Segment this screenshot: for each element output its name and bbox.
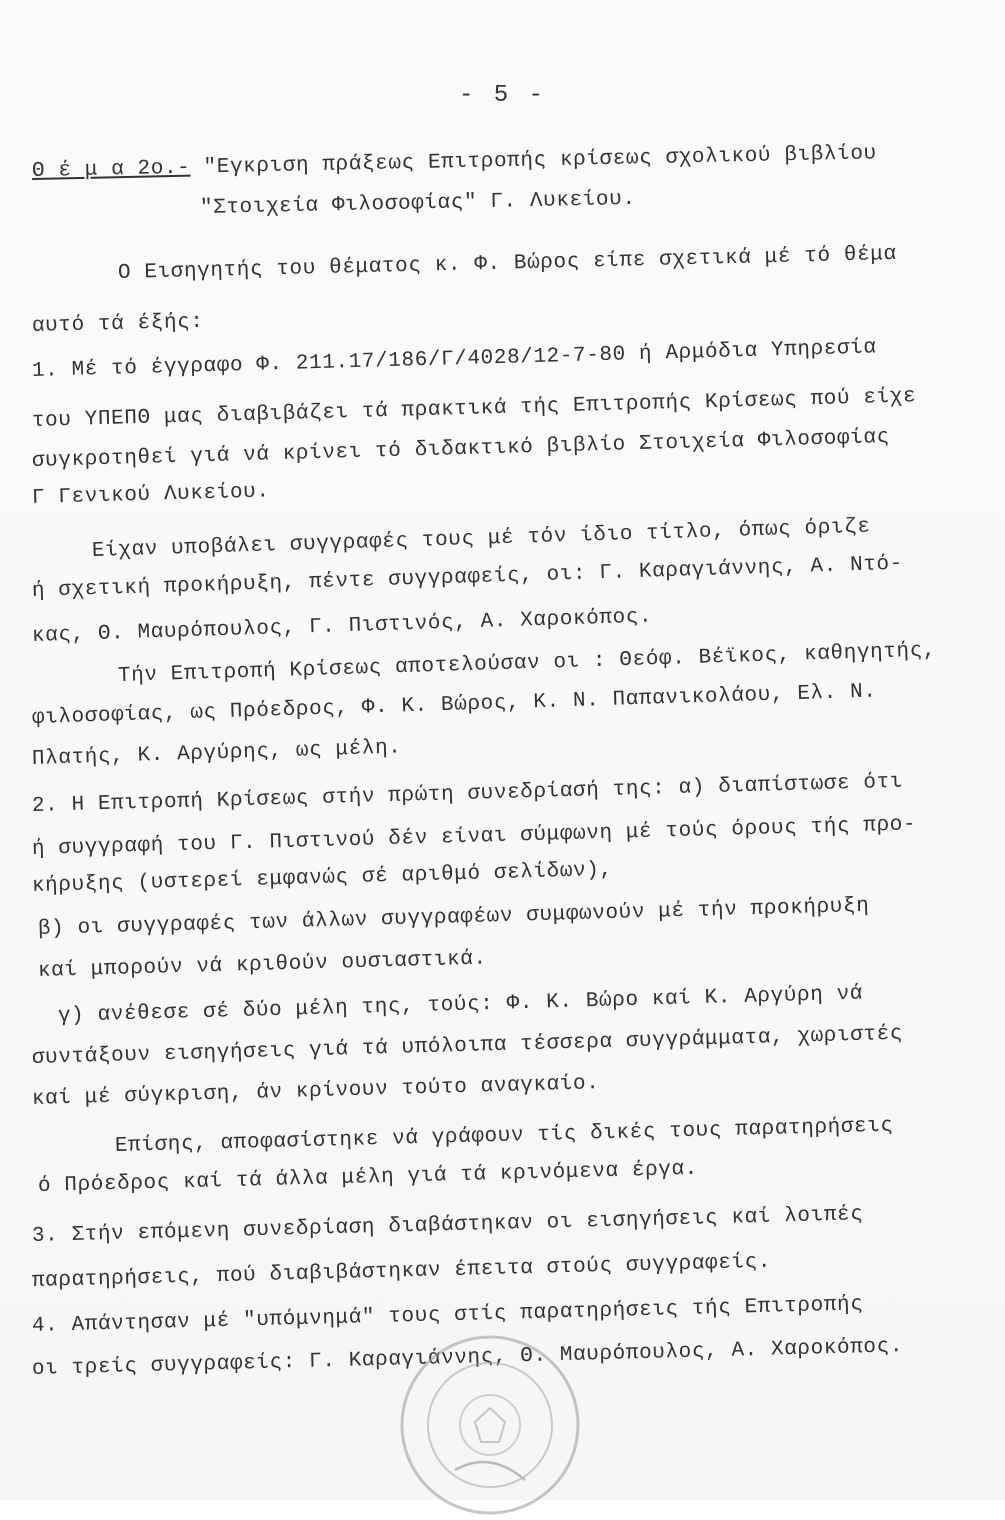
text-line: του ΥΠΕΠΘ μας διαβιβάζει τά πρακτικά τής Επιτροπής Κρίσεως πού είχε: [31, 385, 917, 433]
text-line: Επίσης, αποφασίστηκε νά γράφουν τίς δικές τους παρατηρήσεις: [114, 1114, 894, 1158]
text-line: ό Πρόεδρος καί τά άλλα μέλη γιά τά κρινόμενα έργα.: [37, 1157, 699, 1198]
text-line: 4. Απάντησαν μέ "υπόμνημά" τους στίς παρατηρήσεις τής Επιτροπής: [31, 1293, 864, 1338]
text-line: συγκροτηθεί γιά νά κρίνει τό διδακτικό βιβλίο Στοιχεία Φιλοσοφίας: [31, 426, 891, 473]
text-line: ή συγγραφή του Γ. Πιστινού δέν είναι σύμφωνη μέ τούς όρους τής προ-: [31, 813, 917, 861]
text-line: φιλοσοφίας, ως Πρόεδρος, Φ. Κ. Βώρος, Κ. Ν. Παπανικολάου, Ελ. Ν.: [31, 680, 877, 730]
text-line: 3. Στήν επόμενη συνεδρίαση διαβάστηκαν οι εισηγήσεις καί λοιπές: [31, 1203, 864, 1248]
heading-title-line2: "Στοιχεία Φιλοσοφίας" Γ. Λυκείου.: [199, 187, 636, 220]
text-line: 2. Η Επιτροπή Κρίσεως στήν πρώτη συνεδρίασή της: α) διαπίστωσε ότι: [31, 770, 904, 818]
text-line: Γ Γενικού Λυκείου.: [31, 480, 270, 510]
text-line: κας, Θ. Μαυρόπουλος, Γ. Πιστινός, Α. Χαροκόπος.: [31, 605, 653, 648]
heading-block: [32, 142, 877, 184]
heading-title-line1: "Εγκριση πράξεως Επιτροπής κρίσεως σχολικού βιβλίου: [203, 142, 877, 180]
text-line: Είχαν υποβάλει συγγραφές τους μέ τόν ίδιο τίτλο, όπως όριζε: [91, 515, 871, 563]
text-line: συντάξουν εισηγήσεις γιά τά υπόλοιπα τέσσερα συγγράμματα, χωριστές: [31, 1022, 904, 1070]
text-line: παρατηρήσεις, πού διαβιβάστηκαν έπειτα στούς συγγραφείς.: [31, 1250, 772, 1293]
text-line: Τήν Επιτροπή Κρίσεως αποτελούσαν οι : Θεόφ. Βέϊκος, καθηγητής,: [117, 639, 937, 688]
official-stamp: [395, 1330, 585, 1520]
text-line: καί μπορούν νά κριθούν ουσιαστικά.: [37, 947, 488, 983]
text-line: Πλατής, Κ. Αργύρης, ως μέλη.: [31, 736, 402, 771]
text-line: Ο Εισηγητής του θέματος κ. Φ. Βώρος είπε σχετικά μέ τό θέμα: [117, 242, 897, 285]
text-line: ή σχετική προκήρυξη, πέντε συγγραφείς, οι: Γ. Καραγιάννης, Α. Ντό-: [31, 552, 904, 603]
page-number: - 5 -: [458, 82, 546, 109]
heading-label: Θ έ μ α 2ο.-: [31, 156, 191, 183]
text-line: β) οι συγγραφές των άλλων συγγραφέων συμφωνούν μέ τήν προκήρυξη: [37, 894, 870, 941]
text-line: κήρυξης (υστερεί εμφανώς σέ αριθμό σελίδων),: [31, 858, 613, 898]
text-line: 1. Μέ τό έγγραφο Φ. 211.17/186/Γ/4028/12-7-80 ή Αρμόδια Υπηρεσία: [31, 336, 877, 383]
text-line: οι τρείς συγγραφείς: Γ. Καραγιάννης, Θ. Μαυρόπουλος, Α. Χαροκόπος.: [31, 1335, 904, 1381]
text-line: αυτό τά έξής:: [31, 310, 204, 338]
text-line: γ) ανέθεσε σέ δύο μέλη της, τούς: Φ. Κ. Βώρο καί Κ. Αργύρη νά: [57, 982, 864, 1028]
text-line: καί μέ σύγκριση, άν κρίνουν τούτο αναγκαίο.: [31, 1072, 600, 1111]
